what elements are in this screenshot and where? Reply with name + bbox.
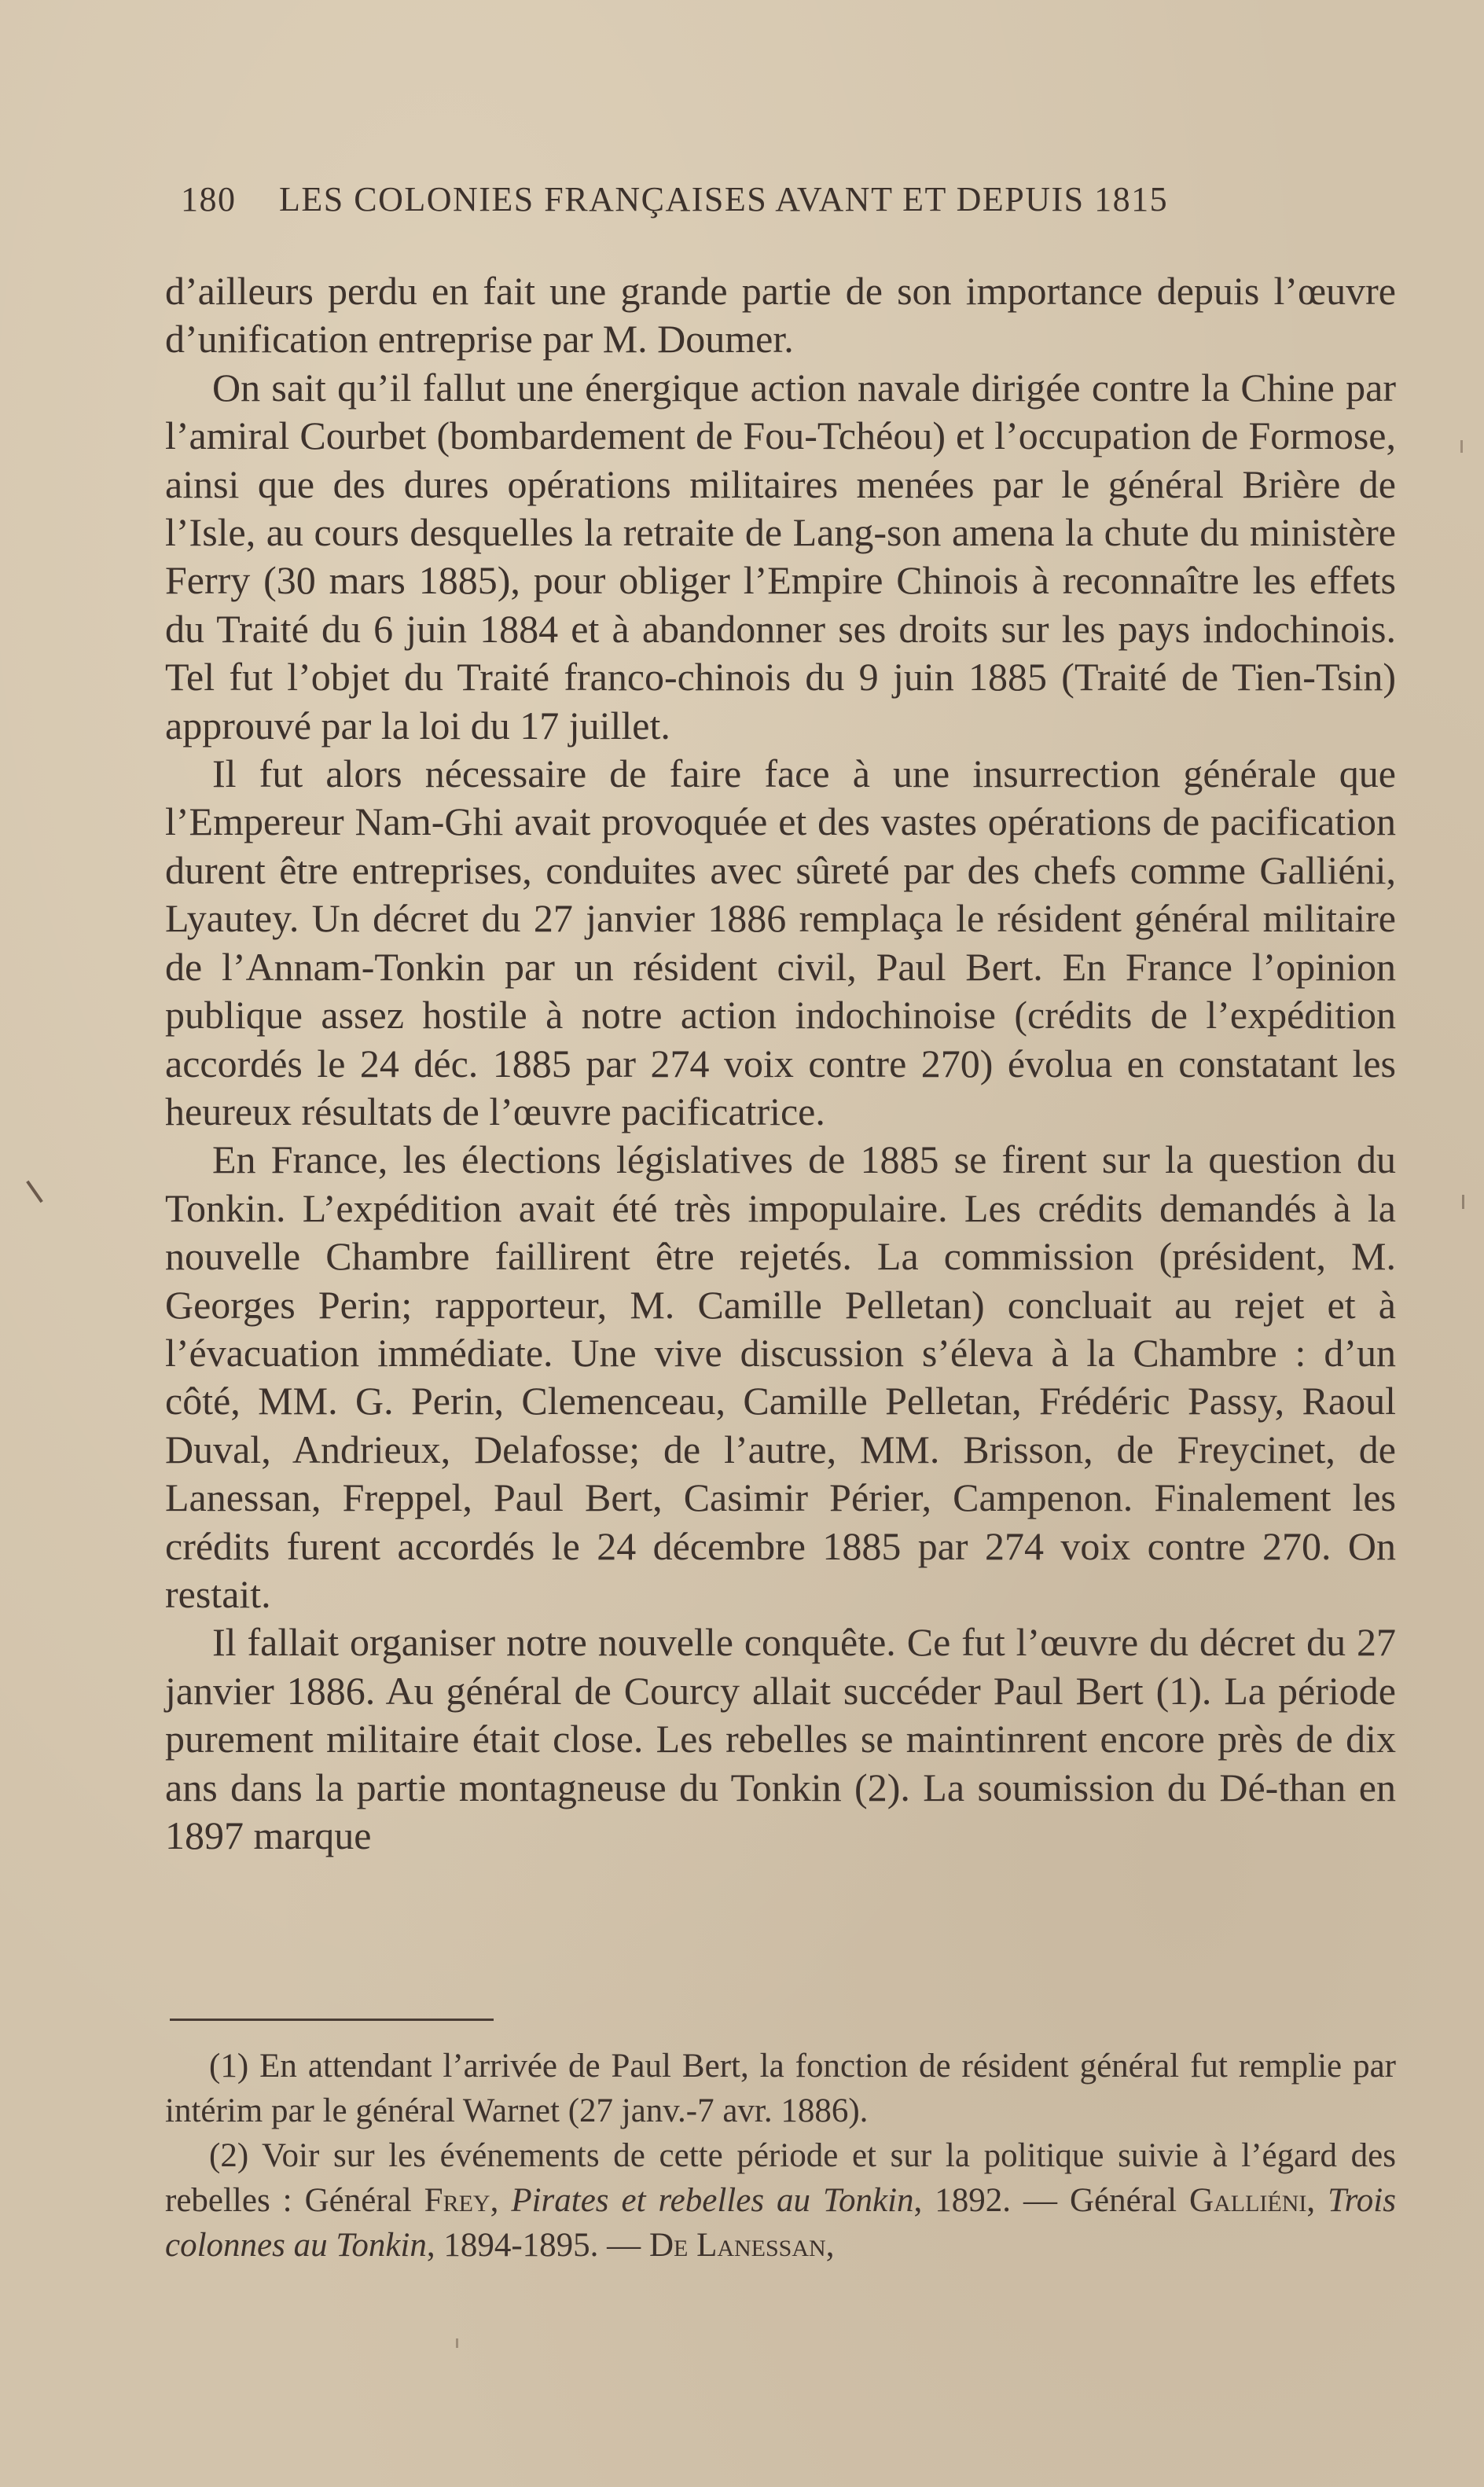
footnote-2-middle: , 1892. — Général [913, 2182, 1190, 2219]
paragraph-continuation: d’ailleurs perdu en fait une grande partie de son importance depuis l’œuvre d’unification entreprise par M. Doumer. [165, 269, 1396, 362]
footnote-2-tail: , [825, 2227, 835, 2264]
separator: , [1306, 2182, 1328, 2219]
footnote-2-lead: (2) Voir sur les événements de cette période et sur la politique suivie à l’égard des rebelles : Général [165, 2137, 1396, 2219]
paragraph-insurrection: Il fut alors nécessaire de faire face à une insurrection générale que l’Empereur Nam-Ghi avait provoquée et des vastes opérations de pacification durent être entreprises, conduites avec sûreté par des chefs comme Galliéni, Lyautey. Un décret du 27 janvier 1886 remplaça le résident général militaire de l’Annam-Tonkin par un résident civil, Paul Bert. En France l’opinion publique assez hostile à notre action indochinoise (crédits de l’expédition accordés le 24 déc. 1885 par 274 voix contre 270) évolua en constatant les heureux résultats de l’œuvre pacificatrice. [165, 751, 1396, 1133]
footnote-1: (1) En attendant l’arrivée de Paul Bert, la fonction de résident général fut remplie par intérim par le général Warnet (27 janv.-7 avr. 1886). [165, 2048, 1396, 2129]
paragraph-elections: En France, les élections législatives de 1885 se firent sur la question du Tonkin. L’expédition avait été très impopulaire. Les crédits demandés à la nouvelle Chambre faillirent être rejetés. La commission (président, M. Georges Perin; rapporteur, M. Camille Pelletan) concluait au rejet et à l’évacuation immédiate. Une vive discussion s’éleva à la Chambre : d’un côté, MM. G. Perin, Clemenceau, Camille Pelletan, Frédéric Passy, Raoul Duval, Andrieux, Delafosse; de l’autre, MM. Brisson, de Freycinet, de Lanessan, Freppel, Paul Bert, Casimir Périer, Campenon. Finalement les crédits furent accordés le 24 décembre 1885 par 274 voix contre 270. On restait. [165, 1137, 1396, 1616]
footnote-separator [170, 2019, 494, 2021]
page-number: 180 [181, 180, 237, 219]
author-frey: Frey [424, 2182, 490, 2219]
title-trois-colonnes: Trois colonnes au Tonkin [165, 2182, 1396, 2264]
paragraph-courbet: On sait qu’il fallut une énergique action navale dirigée contre la Chine par l’amiral Courbet (bombardement de Fou-Tchéou) et l’occupation de Formose, ainsi que des dures opérations militaires menées par le général Brière de l’Isle, au cours desquelles la retraite de Lang-son amena la chute du ministère Ferry (30 mars 1885), pour obliger l’Empire Chinois à reconnaître les effets du Traité du 6 juin 1884 et à abandonner ses droits sur les pays indochinois. Tel fut l’objet du Traité franco-chinois du 9 juin 1885 (Traité de Tien-Tsin) approuvé par la loi du 17 juillet. [165, 365, 1396, 748]
paper-speck [1460, 440, 1463, 453]
main-text [165, 267, 1396, 1860]
paragraph-organisation: Il fallait organiser notre nouvelle conquête. Ce fut l’œuvre du décret du 27 janvier 1886. Au général de Courcy allait succéder Paul Bert (1). La période purement militaire était close. Les rebelles se maintinrent encore près de dix ans dans la partie montagneuse du Tonkin (2). La soumission du Dé-than en 1897 marque [165, 1620, 1396, 1857]
paper-speck [26, 1181, 43, 1203]
running-header [165, 179, 1396, 234]
paper-speck [456, 2338, 458, 2348]
footnote-2 [165, 2133, 1396, 2268]
separator: , [490, 2182, 512, 2219]
running-title: LES COLONIES FRANÇAISES AVANT ET DEPUIS 1815 [279, 180, 1169, 219]
author-lanessan: De Lanessan [648, 2227, 826, 2264]
footnote-2-middle: , 1894-1895. — [426, 2227, 649, 2264]
author-gallieni: Galliéni [1189, 2182, 1307, 2219]
paper-speck [1462, 1195, 1464, 1209]
title-pirates: Pirates et rebelles au Tonkin [511, 2182, 914, 2219]
footnotes [165, 2044, 1396, 2268]
